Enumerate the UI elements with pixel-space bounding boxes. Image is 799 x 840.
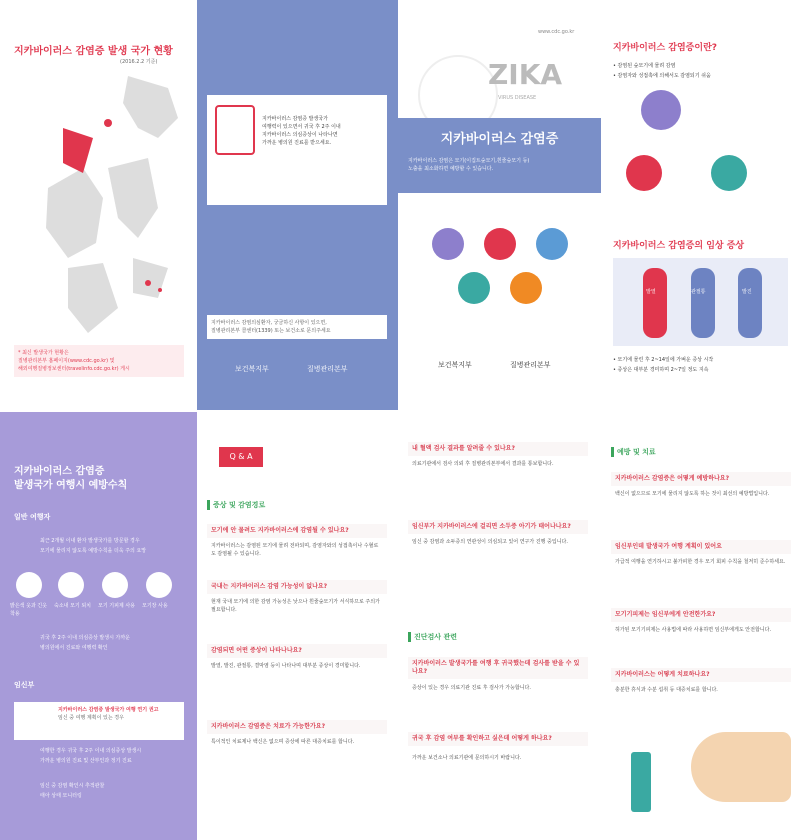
foot-1: 지카바이러스 감염의심환자, 궁금하신 사항이 있으면,	[211, 320, 327, 326]
cover-banner	[398, 118, 601, 193]
pregnant-d1: 여행한 경우 귀국 후 2주 이내 의심증상 발생시	[40, 748, 142, 754]
en-1: See your healthcare provider if you develop	[215, 173, 325, 179]
cover-sub-1: 지카바이러스 감염은 모기(이집트숲모기,흰줄숲모기 등)	[408, 158, 530, 164]
section-diagnosis: 진단검사 관련	[408, 632, 457, 642]
en-4: countries where Zika virus was recently reported.	[215, 197, 340, 203]
cap-c1: 밝은색 옷과 긴옷 착용	[10, 603, 47, 617]
map-title: 지카바이러스 감염증 발생 국가 현황	[14, 46, 173, 57]
repellent-icon	[102, 572, 128, 598]
a1: 백신이 없으므로 모기에 물리지 않도록 하는 것이 최선의 예방법입니다.	[615, 491, 770, 497]
cap-c4: 모기장 사용	[142, 603, 168, 609]
room-icon	[58, 572, 84, 598]
a1: 지카바이러스는 감염된 모기에 물려 전파되며, 감염자와의 성접촉이나 수혈로도 감염될 수 있습니다.	[211, 543, 379, 557]
general-i1: 최근 2개월 이내 환자 발생국가를 방문할 경우	[40, 538, 140, 544]
panel-cover	[398, 0, 601, 410]
q4: 귀국 후 감염 여부를 확인하고 싶은데 어떻게 하나요?	[408, 732, 588, 746]
q1: 내 혈액 검사 결과를 알려줄 수 있나요?	[408, 442, 588, 456]
clothes-icon	[16, 572, 42, 598]
cap-c2: 숙소내 모기 퇴치	[54, 603, 91, 609]
about-b2: • 감염자와 성접촉에 의해서도 감염되기 쉬움	[613, 73, 711, 79]
q4: 지카바이러스 감염증은 치료가 가능한가요?	[207, 720, 387, 734]
net-icon	[536, 228, 568, 260]
zika-logo: ZIKA	[488, 58, 563, 91]
clinical-s1: • 모기에 물린 후 2~14일에 가벼운 증상 시작	[613, 357, 714, 363]
panel-qa-2	[398, 412, 601, 840]
fever-label: 발열	[646, 289, 656, 295]
general-i4: 병의원에서 진료와 여행력 확인	[40, 645, 108, 651]
warn-2: 임신 중 여행 계획이 있는 경우	[58, 715, 124, 721]
panel-symptoms-advice	[197, 0, 398, 410]
qa-badge: Q & A	[219, 447, 263, 467]
site-url: www.cdc.go.kr	[538, 29, 575, 35]
clinical-title: 지카바이러스 감염증의 임상 증상	[613, 241, 745, 251]
en-2: any symptoms including fever, rash, joint pain and	[215, 181, 343, 187]
note-line-1: * 최신 발생국가 현황은	[18, 350, 69, 356]
callcenter-box	[207, 315, 387, 339]
general-i3: 귀국 후 2주 이내 의심증상 발생시 가까운	[40, 635, 130, 641]
a1: 의료기관에서 검사 의뢰 후 질병관리본부에서 결과를 통보합니다.	[412, 461, 554, 467]
q1: 지카바이러스 감염증은 어떻게 예방하나요?	[611, 472, 791, 486]
doctor-icon	[215, 105, 255, 155]
pregnant-header: 임신부	[14, 681, 35, 689]
arm-illustration	[691, 732, 791, 802]
a2: 현재 국내 모기에 의한 감염 가능성은 낮으나 흰줄숲모기가 서식하므로 주의가 필요합니다.	[211, 599, 380, 613]
a3: 증상이 있는 경우 의료기관 진료 후 검사가 가능합니다.	[412, 685, 531, 691]
note-line-2: 질병관리본부 홈페이지(www.cdc.go.kr) 및	[18, 358, 115, 364]
en-3: red eye within two weeks after visiting	[215, 189, 312, 195]
a4: 특이적인 치료제나 백신은 없으며 증상에 따른 대증치료를 합니다.	[211, 739, 355, 745]
a4: 충분한 휴식과 수분 섭취 등 대증치료를 합니다.	[615, 687, 718, 693]
cap-c3: 모기 기피제 사용	[98, 603, 135, 609]
q4: 지카바이러스는 어떻게 치료하나요?	[611, 668, 791, 682]
repellent-icon	[484, 228, 516, 260]
panel-travel-rules	[0, 412, 197, 840]
advice-kr	[262, 115, 382, 147]
cover-logo-kcdc: 질병관리본부	[510, 361, 551, 369]
about-title: 지카바이러스 감염증이란?	[613, 43, 717, 53]
person-circle-icon	[711, 155, 747, 191]
cover-title: 지카바이러스 감염증	[440, 132, 559, 147]
panel-country-status	[0, 0, 197, 410]
about-b1: • 감염된 숲모기에 물려 감염	[613, 63, 676, 69]
rules-title-1: 지카바이러스 감염증	[14, 466, 105, 477]
panel-about	[601, 0, 799, 410]
no-mosquito-icon	[432, 228, 464, 260]
general-header: 일반 여행자	[14, 513, 51, 521]
mosquito-circle-icon	[641, 90, 681, 130]
world-map	[8, 68, 193, 338]
q3: 지카바이러스 발생국가를 여행 후 귀국했는데 검사를 받을 수 있나요?	[408, 657, 588, 679]
q2: 임신부인데 발생국가 여행 계획이 있어요	[611, 540, 791, 554]
kr-1: 지카바이러스 감염증 발생국가	[262, 116, 328, 122]
a2: 임신 중 감염과 소두증의 연관성이 의심되고 있어 연구가 진행 중입니다.	[412, 539, 568, 545]
pregnant-warning	[14, 702, 184, 740]
warn-1: 지카바이러스 감염증 발생국가 여행 연기 권고	[58, 707, 159, 713]
clothing-icon	[458, 272, 490, 304]
a3: 허가된 모기기피제는 사용법에 따라 사용하면 임신부에게도 안전합니다.	[615, 627, 772, 633]
a2: 가급적 여행을 연기하시고 불가피한 경우 모기 회피 수칙을 철저히 준수하세요.	[615, 559, 786, 565]
joint-figure	[691, 268, 715, 338]
logo-kcdc: 질병관리본부	[307, 365, 348, 373]
foot-2: 질병관리본부 콜센터(1339) 또는 보건소로 문의주세요	[211, 328, 331, 334]
net-icon	[146, 572, 172, 598]
general-i2: 모기에 물리지 않도록 예방수칙을 더욱 주의 요망	[40, 548, 147, 554]
q3: 모기기피제는 임신부에게 안전한가요?	[611, 608, 791, 622]
section-prevention: 예방 및 치료	[611, 447, 656, 457]
q2: 임신부가 지카바이러스에 걸리면 소두증 아기가 태어나나요?	[408, 520, 588, 534]
fever-figure	[643, 268, 667, 338]
kr-4: 가까운 병의원 진료를 받으세요.	[262, 140, 332, 146]
rash-label: 발진	[742, 289, 752, 295]
advice-en	[215, 172, 385, 204]
pregnant-d4: 태아 상태 모니터링	[40, 793, 82, 799]
rash-figure	[738, 268, 762, 338]
joint-label: 관절통	[691, 289, 706, 295]
spray-bottle-icon	[631, 752, 651, 812]
pregnant-d3: 임신 중 감염 확인시 추적관찰	[40, 783, 105, 789]
panel-prevention	[601, 412, 799, 840]
a3: 발열, 발진, 관절통, 결막염 등이 나타나며 대부분 증상이 경미합니다.	[211, 663, 361, 669]
panel-qa-1	[197, 412, 398, 840]
spray-icon	[510, 272, 542, 304]
rules-title-2: 발생국가 여행시 예방수칙	[14, 480, 128, 491]
section-symptoms: 증상 및 감염경로	[207, 500, 265, 510]
logo-mohw: 보건복지부	[235, 365, 269, 373]
virus-disease: VIRUS DISEASE	[498, 95, 537, 101]
kr-3: 지카바이러스 의심증상이 나타나면	[262, 132, 338, 138]
note-line-3: 해외여행질병정보센터(travelinfo.cdc.go.kr) 게시	[18, 366, 130, 372]
cover-logo-mohw: 보건복지부	[438, 361, 472, 369]
map-note	[14, 345, 184, 377]
kr-2: 여행력이 있으면서 귀국 후 2주 이내	[262, 124, 341, 130]
q2: 국내는 지카바이러스 감염 가능성이 없나요?	[207, 580, 387, 594]
pregnant-d2: 가까운 병의원 진료 및 산부인과 정기 진료	[40, 758, 132, 764]
q3: 감염되면 어떤 증상이 나타나나요?	[207, 644, 387, 658]
symptom-figure	[613, 258, 788, 346]
clinical-s2: • 증상은 대부분 경미하며 2~7일 정도 지속	[613, 367, 709, 373]
q1: 모기에 안 물려도 지카바이러스에 감염될 수 있나요?	[207, 524, 387, 538]
map-date: (2016.2.2 기준)	[120, 59, 158, 65]
cover-sub-2: 노출을 최소화하면 예방할 수 있습니다.	[408, 166, 494, 172]
patient-circle-icon	[626, 155, 662, 191]
a4: 가까운 보건소나 의료기관에 문의하시기 바랍니다.	[412, 755, 522, 761]
